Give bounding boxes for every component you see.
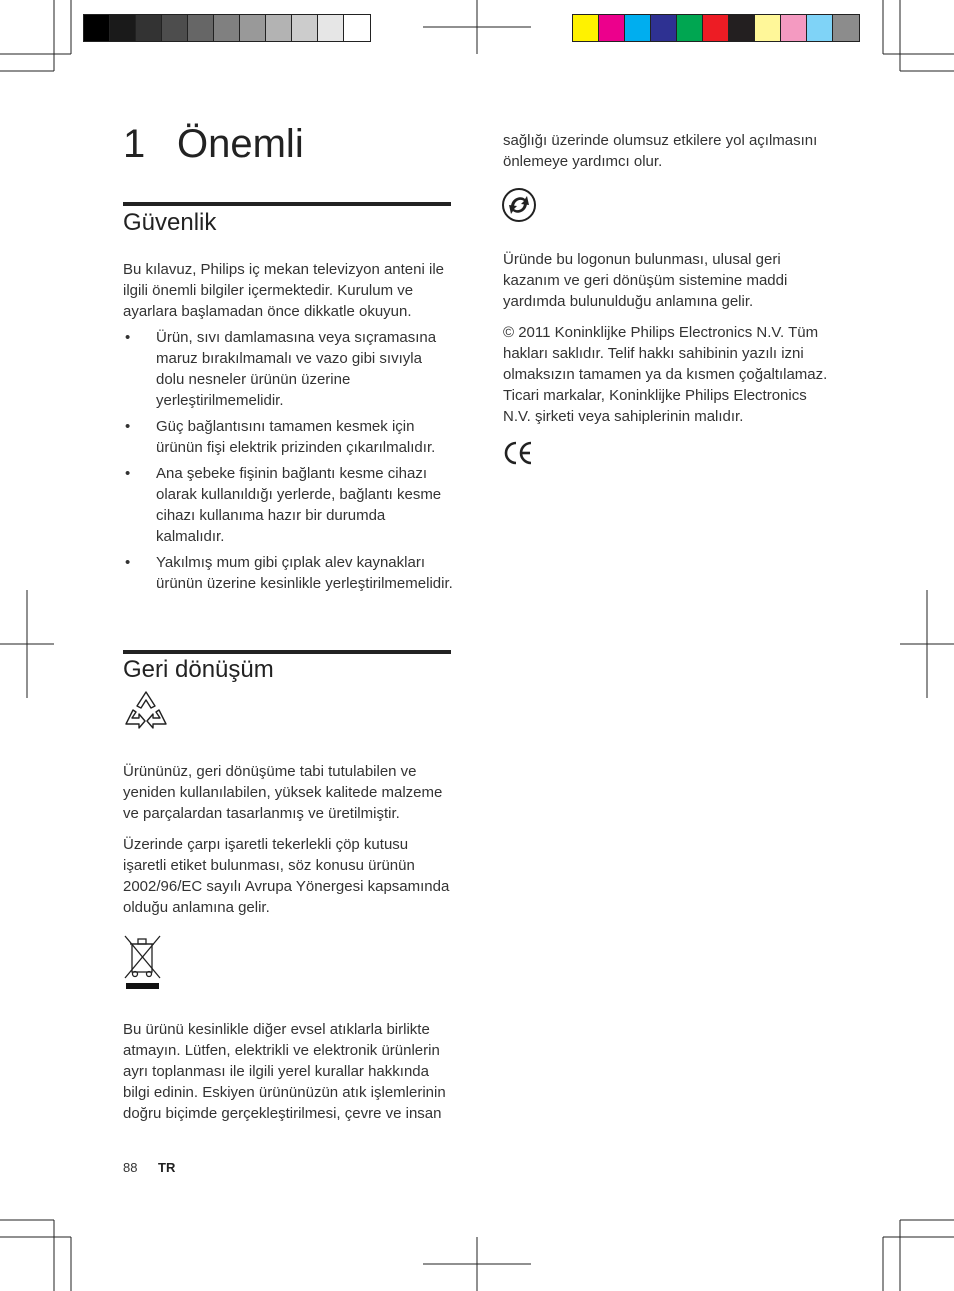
- right-copyright: © 2011 Koninklijke Philips Electronics N.V. Tüm hakları saklıdır. Telif hakkı sahibinin yazılı izni olmaksızın tamamen ya da kısmen çoğaltılamaz. Ticari markalar, Koninklijke Philips Electronics N.V. şirketi veya sahiplerinin malıdır.: [503, 324, 828, 425]
- chapter-title-text: Önemli: [177, 122, 304, 166]
- geri-donusum-p2: Üzerinde çarpı işaretli tekerlekli çöp kutusu işaretli etiket bulunması, söz konusu ürünün 2002/96/EC sayılı Avrupa Yönergesi kapsamında olduğu anlamına gelir.: [123, 836, 450, 916]
- heading-guvenlik: Güvenlik: [123, 209, 217, 236]
- guvenlik-bullet: • Yakılmış mum gibi çıplak alev kaynakları ürünün üzerine kesinlikle yerleştirilmemelidir.: [123, 552, 453, 594]
- guvenlik-bullet: • Ürün, sıvı damlamasına veya sıçramasına maruz bırakılmamalı ve vazo gibi sıvıyla dolu nesneler ürünün üzerine yerleştirilmemelidir.: [123, 327, 453, 411]
- language-code: TR: [158, 1160, 176, 1175]
- recycle-icon: [123, 688, 169, 734]
- ce-mark-icon: [502, 440, 534, 466]
- chapter-number: 1: [123, 122, 146, 166]
- right-continuation: sağlığı üzerinde olumsuz etkilere yol açılmasını önlemeye yardımcı olur.: [503, 132, 818, 170]
- chapter-title: [123, 122, 304, 167]
- crossed-bin-icon: [123, 934, 163, 992]
- guvenlik-bullet-list: [123, 327, 453, 599]
- guvenlik-bullet: • Ana şebeke fişinin bağlantı kesme cihazı olarak kullanıldığı yerlerde, bağlantı kesme cihazı kullanıma hazır bir durumda kalmalıdır.: [123, 463, 453, 547]
- guvenlik-intro: Bu kılavuz, Philips iç mekan televizyon anteni ile ilgili önemli bilgiler içermektedir. Kurulum ve ayarlara başlamadan önce dikkatle okuyun.: [123, 261, 444, 320]
- right-logo-text: Üründe bu logonun bulunması, ulusal geri kazanım ve geri dönüşüm sistemine maddi yardımda bulunulduğu anlamına gelir.: [503, 251, 788, 310]
- green-dot-icon: [501, 187, 537, 223]
- page-number: 88: [123, 1160, 138, 1175]
- geri-donusum-p3: Bu ürünü kesinlikle diğer evsel atıklarla birlikte atmayın. Lütfen, elektrikli ve elektronik ürünlerin ayrı toplanması ile ilgili yerel kurallar hakkında bilgi edinin. Eskiyen ürününüzün atık işlemlerinin doğru biçimde gerçekleştirilmesi, çevre ve insan: [123, 1021, 446, 1122]
- section-rule-guvenlik: [123, 202, 451, 206]
- guvenlik-bullet: • Güç bağlantısını tamamen kesmek için ürünün fişi elektrik prizinden çıkarılmalıdır.: [123, 416, 453, 458]
- section-rule-geri-donusum: [123, 650, 451, 654]
- heading-geri-donusum: Geri dönüşüm: [123, 656, 274, 683]
- geri-donusum-p1: Ürününüz, geri dönüşüme tabi tutulabilen ve yeniden kullanılabilen, yüksek kalitede malzeme ve parçalardan tasarlanmış ve üretilmiştir.: [123, 763, 443, 822]
